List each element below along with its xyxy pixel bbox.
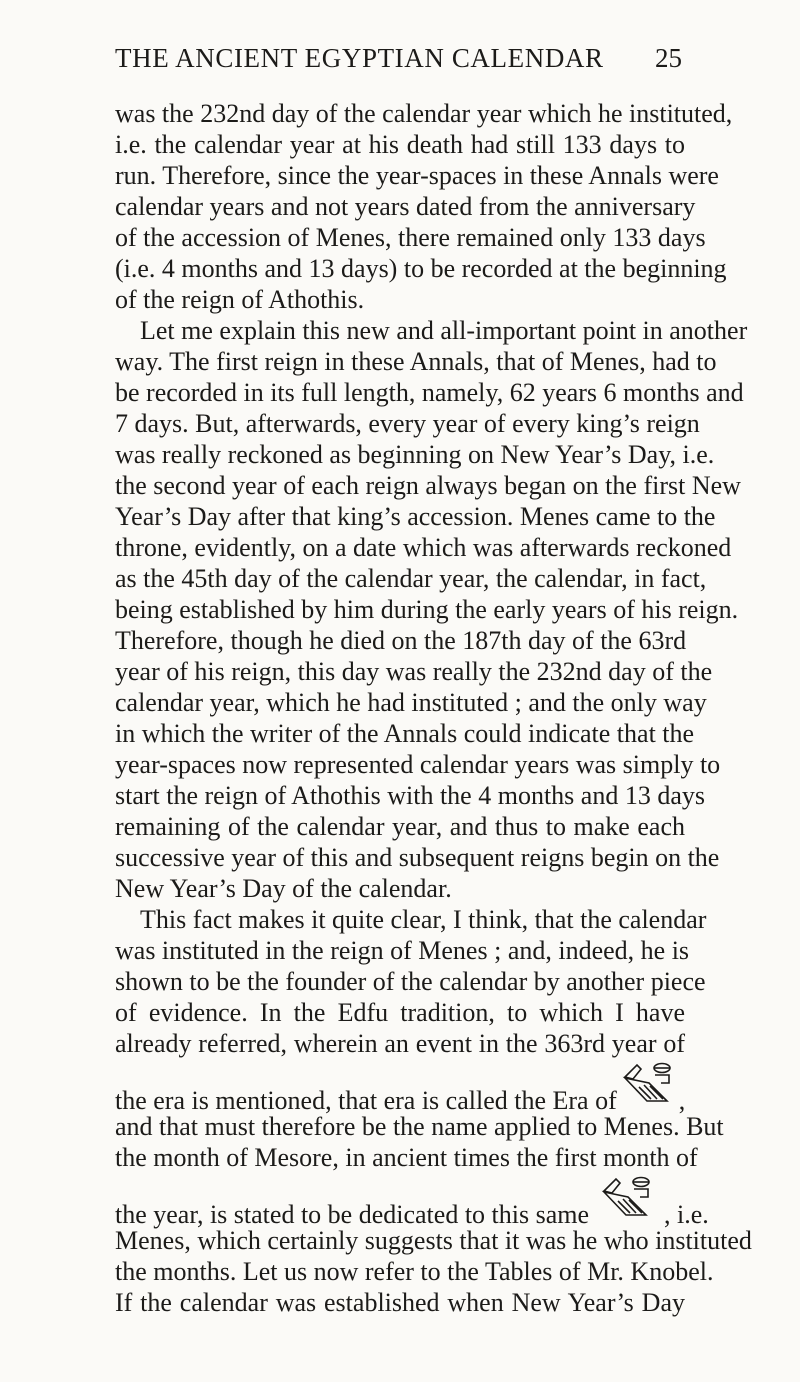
text-line: i.e. the calendar year at his death had still 133 days to <box>115 130 685 159</box>
text-line: year of his reign, this day was really the 232nd day of the <box>115 657 713 686</box>
text-line: calendar year, which he had instituted ; and the only way <box>115 688 707 717</box>
text-line: of evidence. In the Edfu tradition, to which I have <box>115 998 685 1027</box>
text-line: and that must therefore be the name applied to Menes. But <box>115 1112 724 1141</box>
text-line: throne, evidently, on a date which was afterwards reckoned <box>115 533 732 562</box>
text-line: This fact makes it quite clear, I think, that the calendar <box>140 905 707 934</box>
text-line: start the reign of Athothis with the 4 months and 13 days <box>115 781 705 810</box>
text-line: way. The first reign in these Annals, that of Menes, had to <box>115 347 717 376</box>
text-line: Therefore, though he died on the 187th day of the 63rd <box>115 626 687 655</box>
text-line: 7 days. But, afterwards, every year of every king’s reign <box>115 409 700 438</box>
text-line: already referred, wherein an event in the 363rd year of <box>115 1029 685 1058</box>
text-line-with-glyph <box>115 1071 686 1115</box>
hieroglyph-icon <box>619 1071 677 1105</box>
text-line-with-glyph <box>115 1185 709 1229</box>
text-line: be recorded in its full length, namely, 62 years 6 months and <box>115 378 744 407</box>
text-line: (i.e. 4 months and 13 days) to be recorded at the beginning <box>115 254 727 283</box>
text-line: was really reckoned as beginning on New Year’s Day, i.e. <box>115 440 715 469</box>
text-line: shown to be the founder of the calendar by another piece <box>115 967 706 996</box>
text-line: the months. Let us now refer to the Tables of Mr. Knobel. <box>115 1257 714 1286</box>
text-line: year-spaces now represented calendar years was simply to <box>115 750 721 779</box>
text-line: New Year’s Day of the calendar. <box>115 874 452 903</box>
text-line: run. Therefore, since the year-spaces in these Annals were <box>115 161 719 190</box>
glyph-line-text: , <box>678 1086 686 1115</box>
text-line: was the 232nd day of the calendar year which he instituted, <box>115 99 733 128</box>
glyph-line-text: the year, is stated to be dedicated to this same <box>115 1200 590 1229</box>
page-number: 25 <box>655 43 682 73</box>
running-title: THE ANCIENT EGYPTIAN CALENDAR <box>115 43 604 73</box>
text-line: as the 45th day of the calendar year, the calendar, in fact, <box>115 564 707 593</box>
glyph-line-text: , i.e. <box>664 1200 709 1229</box>
text-line: was instituted in the reign of Menes ; and, indeed, he is <box>115 936 690 965</box>
hieroglyph-icon <box>598 1185 656 1219</box>
text-line: being established by him during the early years of his reign. <box>115 595 739 624</box>
text-line: of the accession of Menes, there remained only 133 days <box>115 223 706 252</box>
text-line: Menes, which certainly suggests that it was he who instituted <box>115 1226 752 1255</box>
text-line: calendar years and not years dated from the anniversary <box>115 192 696 221</box>
glyph-line-text: the era is mentioned, that era is called the Era of <box>115 1086 617 1115</box>
text-line: If the calendar was established when New Year’s Day <box>115 1288 685 1317</box>
text-line: in which the writer of the Annals could indicate that the <box>115 719 695 748</box>
text-line: the second year of each reign always began on the first New <box>115 471 741 500</box>
text-line: remaining of the calendar year, and thus to make each <box>115 812 685 841</box>
text-line: of the reign of Athothis. <box>115 285 365 314</box>
text-line: Year’s Day after that king’s accession. Menes came to the <box>115 502 716 531</box>
text-line: the month of Mesore, in ancient times the first month of <box>115 1143 698 1172</box>
text-line: Let me explain this new and all-important point in another <box>140 316 748 345</box>
text-line: successive year of this and subsequent reigns begin on the <box>115 843 720 872</box>
